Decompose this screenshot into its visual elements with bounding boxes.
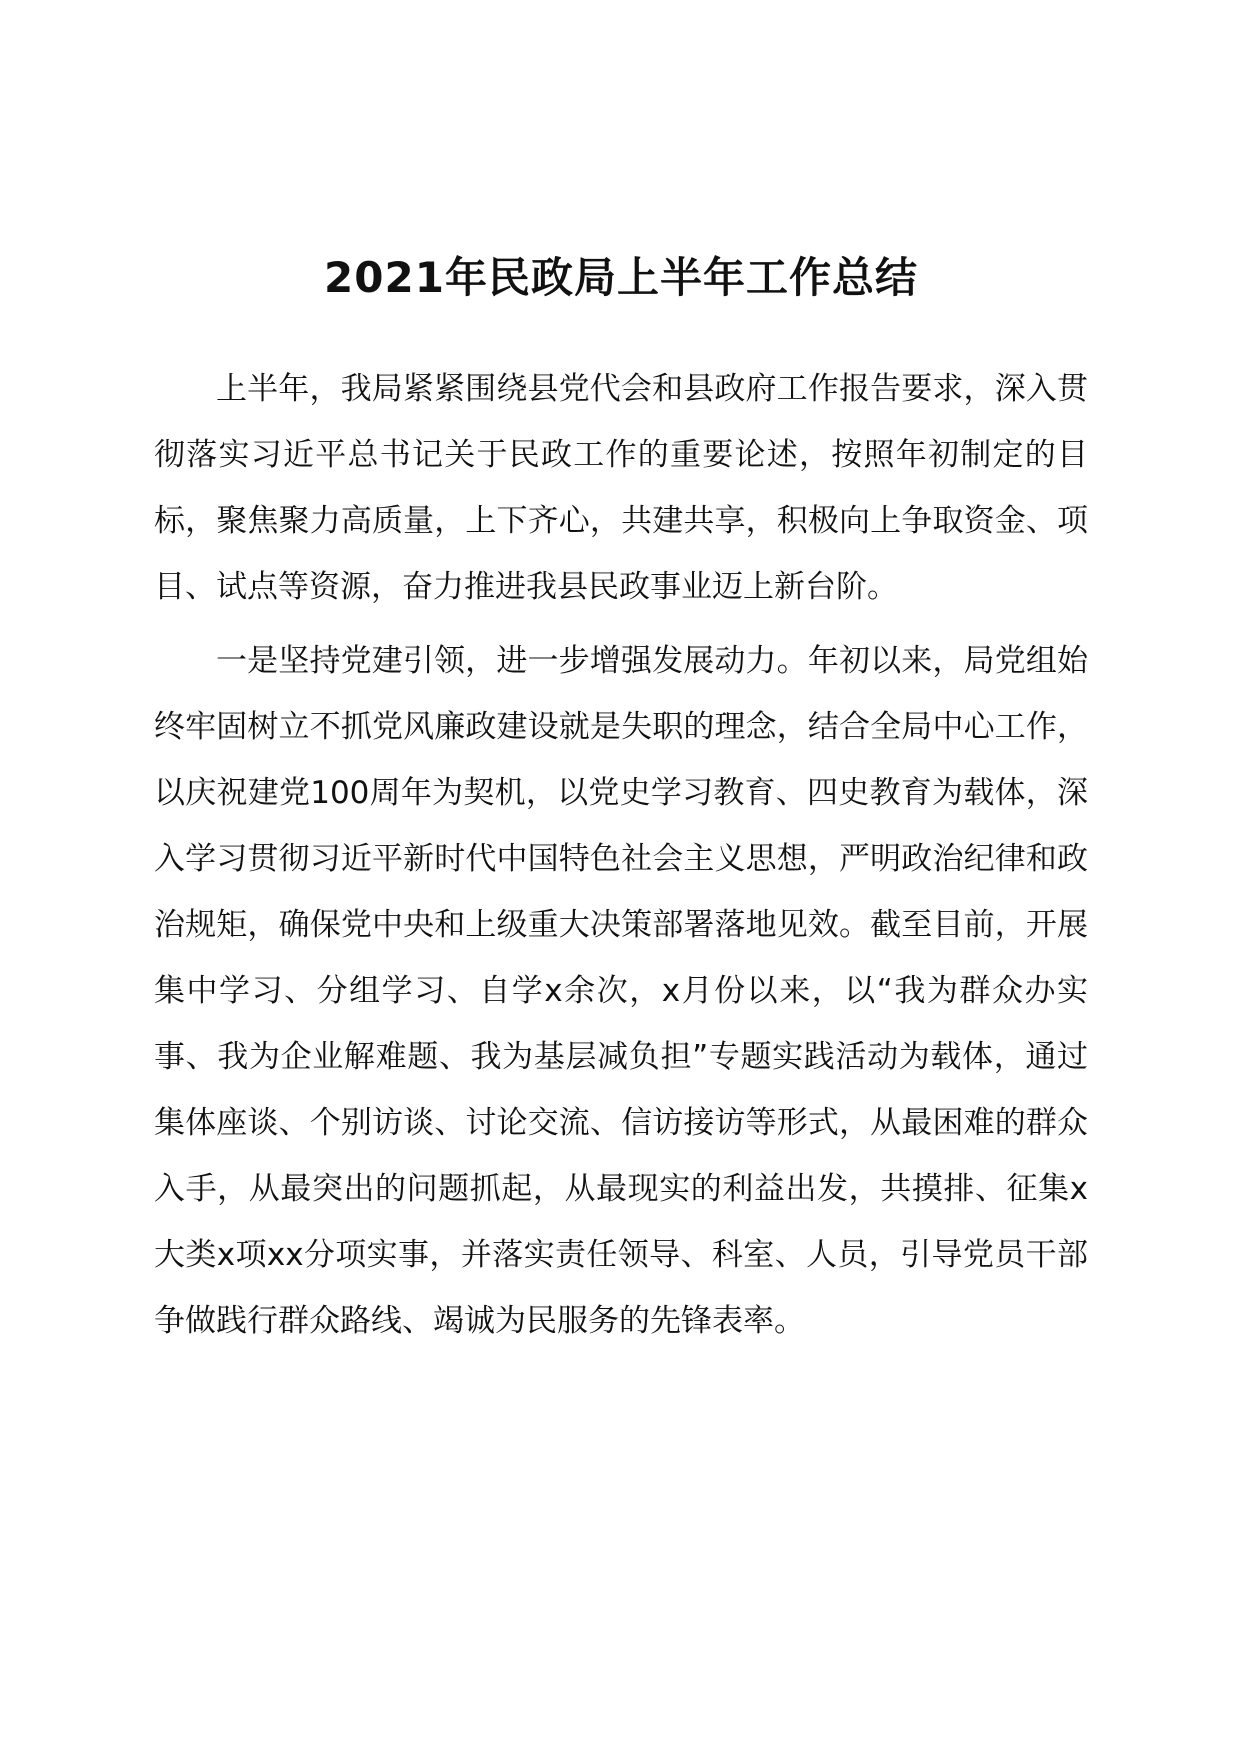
paragraph-party-building: 一是坚持党建引领，进一步增强发展动力。年初以来，局党组始终牢固树立不抓党风廉政建设就是失职的理念，结合全局中心工作，以庆祝建党100周年为契机，以党史学习教育、四史教育为载体，深入学习贯彻习近平新时代中国特色社会主义思想，严明政治纪律和政治规矩，确保党中央和上级重大决策部署落地见效。截至目前，开展集中学习、分组学习、自学x余次，x月份以来，以“我为群众办实事、我为企业解难题、我为基层减负担”专题实践活动为载体，通过集体座谈、个别访谈、讨论交流、信访接访等形式，从最困难的群众入手，从最突出的问题抓起，从最现实的利益出发，共摸排、征集x大类x项xx分项实事，并落实责任领导、科室、人员，引导党员干部争做践行群众路线、竭诚为民服务的先锋表率。 xyxy=(154,643,1088,1339)
document-title: 2021年民政局上半年工作总结 xyxy=(324,253,918,302)
paragraph-intro: 上半年，我局紧紧围绕县党代会和县政府工作报告要求，深入贯彻落实习近平总书记关于民政工作的重要论述，按照年初制定的目标，聚焦聚力高质量，上下齐心，共建共享，积极向上争取资金、项目、试点等资源，奋力推进我县民政事业迈上新台阶。 xyxy=(154,371,1088,605)
document-body xyxy=(154,248,1088,1362)
